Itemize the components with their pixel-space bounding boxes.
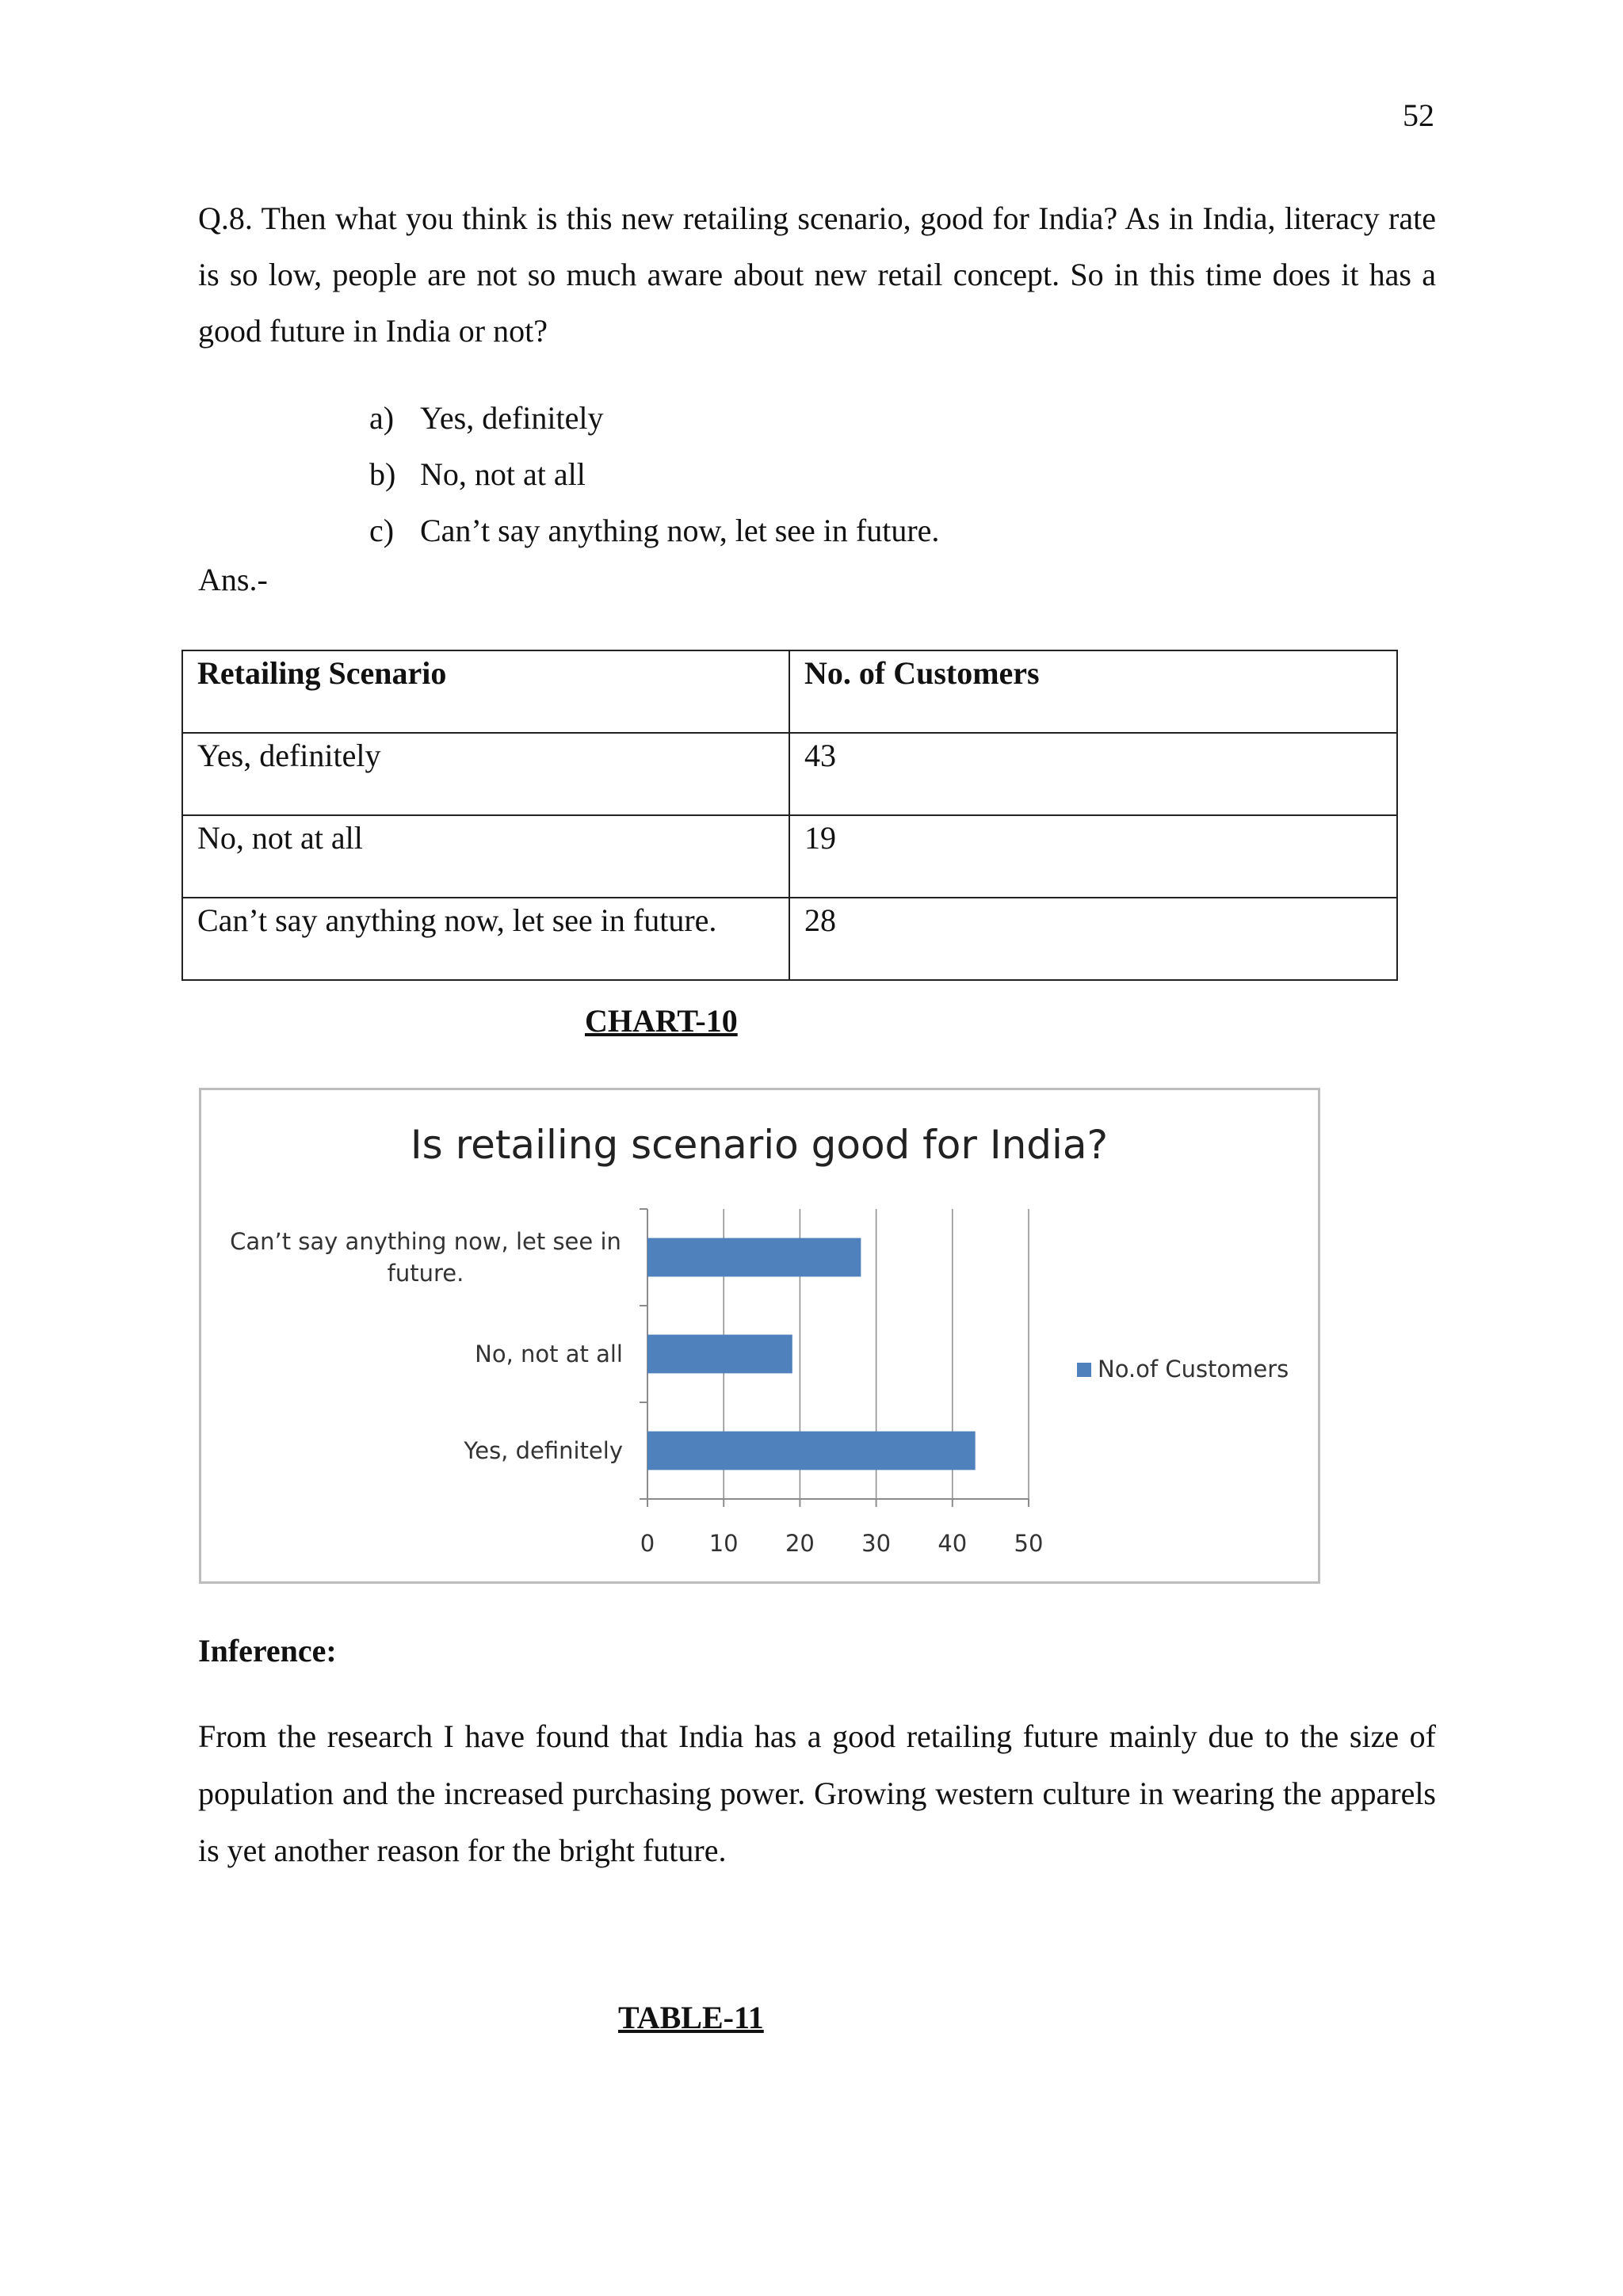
y-tick-label: Can’t say anything now, let see in future.: [230, 1228, 621, 1287]
table-cell: Yes, definitely: [182, 733, 789, 815]
x-tick-label: 40: [938, 1530, 968, 1557]
bar: [647, 1432, 976, 1470]
bar: [647, 1335, 792, 1374]
option-letter: c): [369, 513, 395, 548]
table-row: [182, 733, 1397, 815]
inference-text: From the research I have found that India has a good retailing future mainly due to the size of population and the increased purchasing power. Growing western culture in wearing the apparels is yet another reason for the bright future.: [198, 1718, 1436, 1868]
x-tick-label: 10: [708, 1530, 739, 1557]
option-letter: b): [369, 456, 396, 492]
x-tick-label: 0: [640, 1530, 655, 1557]
chart-title: Is retailing scenario good for India?: [410, 1122, 1109, 1168]
next-table-heading: TABLE-11: [618, 2000, 764, 2035]
chart-frame: [199, 1088, 1320, 1584]
option-text: Yes, definitely: [420, 400, 604, 436]
x-tick-label: 50: [1014, 1530, 1044, 1557]
option-letter: a): [369, 400, 395, 436]
option-text: Can’t say anything now, let see in future.: [420, 513, 940, 548]
legend-swatch: [1077, 1363, 1091, 1377]
page-number: 52: [1403, 97, 1434, 133]
option-item: [369, 390, 939, 446]
table-cell: 43: [789, 733, 1397, 815]
table-header-row: [182, 650, 1397, 733]
table-cell: Can’t say anything now, let see in future.: [182, 898, 789, 980]
x-tick-label: 20: [785, 1530, 815, 1557]
bar: [647, 1238, 861, 1277]
answer-label: Ans.-: [198, 562, 268, 597]
y-tick-label: Yes, definitely: [464, 1437, 623, 1464]
table-cell: No, not at all: [182, 815, 789, 898]
option-item: [369, 446, 939, 502]
chart-heading: CHART-10: [585, 1003, 738, 1039]
option-item: [369, 502, 939, 559]
table-row: [182, 815, 1397, 898]
table-row: [182, 898, 1397, 980]
legend-label: No.of Customers: [1098, 1356, 1289, 1383]
answer-options: [369, 390, 939, 559]
bar-chart: [201, 1090, 1318, 1581]
table-header-cell: Retailing Scenario: [182, 650, 789, 733]
question-text: Q.8. Then what you think is this new retailing scenario, good for India? As in India, literacy rate is so low, people are not so much aware about new retail concept. So in this time does it has a good future in India or not?: [198, 200, 1436, 349]
y-tick-label: No, not at all: [475, 1341, 623, 1367]
table-header-cell: No. of Customers: [789, 650, 1397, 733]
inference-heading: Inference:: [198, 1633, 337, 1669]
table-cell: 28: [789, 898, 1397, 980]
table-cell: 19: [789, 815, 1397, 898]
option-text: No, not at all: [420, 456, 586, 492]
retailing-scenario-table: [181, 650, 1398, 981]
x-tick-label: 30: [861, 1530, 892, 1557]
